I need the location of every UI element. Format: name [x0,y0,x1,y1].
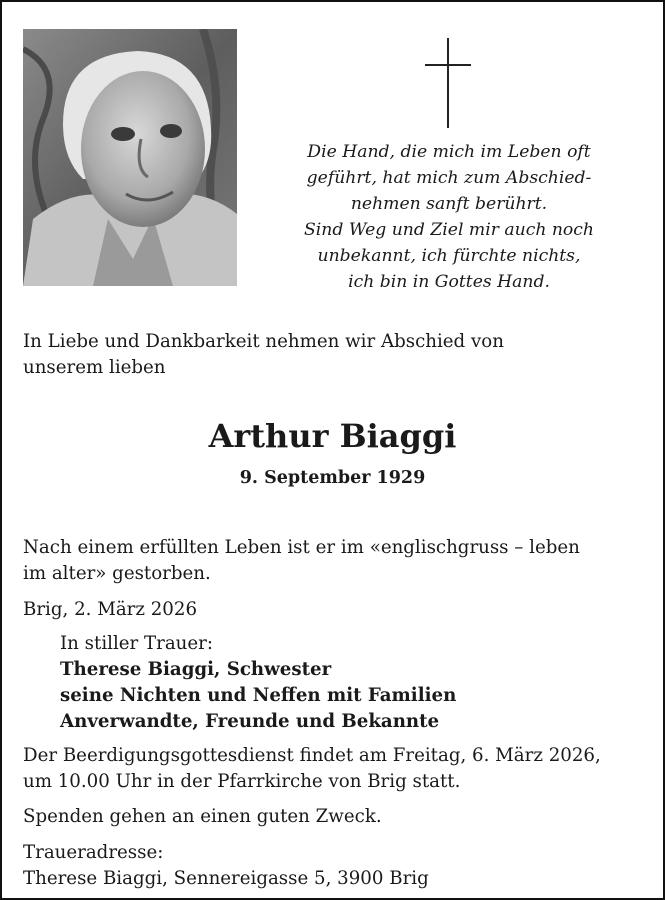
intro-text [23,329,643,381]
address-label: Traueradresse: [23,842,164,863]
portrait-photo [23,29,237,286]
poem-line: unbekannt, ich fürchte nichts, [317,246,581,266]
service-line: um 10.00 Uhr in der Pfarrkirche von Brig statt. [23,771,461,792]
mourner-name: Therese Biaggi, Schwester [60,659,332,680]
address-value: Therese Biaggi, Sennereigasse 5, 3900 Brig [23,868,429,889]
mourners [60,631,650,735]
death-notice-line: Nach einem erfüllten Leben ist er im «englischgruss – leben [23,537,580,558]
death-notice-line: im alter» gestorben. [23,563,211,584]
donations-text: Spenden gehen an einen guten Zweck. [23,806,382,827]
place-date: Brig, 2. März 2026 [23,599,198,620]
intro-line: unserem lieben [23,357,166,378]
poem-line: nehmen sanft berührt. [350,194,548,214]
intro-line: In Liebe und Dankbarkeit nehmen wir Abschied von [23,331,504,352]
mourners-heading: In stiller Trauer: [60,633,213,654]
poem [284,139,614,295]
mourning-address [23,840,653,892]
mourner-name: seine Nichten und Neffen mit Familien [60,685,457,706]
deceased-name: Arthur Biaggi [208,417,457,455]
cross-icon [425,38,471,128]
service-info [23,743,653,795]
poem-line: geführt, hat mich zum Abschied- [306,168,592,188]
poem-line: ich bin in Gottes Hand. [348,272,550,292]
birth-date: 9. September 1929 [239,468,426,488]
mourner-name: Anverwandte, Freunde und Bekannte [60,711,440,732]
service-line: Der Beerdigungsgottesdienst findet am Freitag, 6. März 2026, [23,745,601,766]
poem-line: Die Hand, die mich im Leben oft [307,142,591,162]
death-notice [23,535,653,587]
poem-line: Sind Weg und Ziel mir auch noch [304,220,594,240]
